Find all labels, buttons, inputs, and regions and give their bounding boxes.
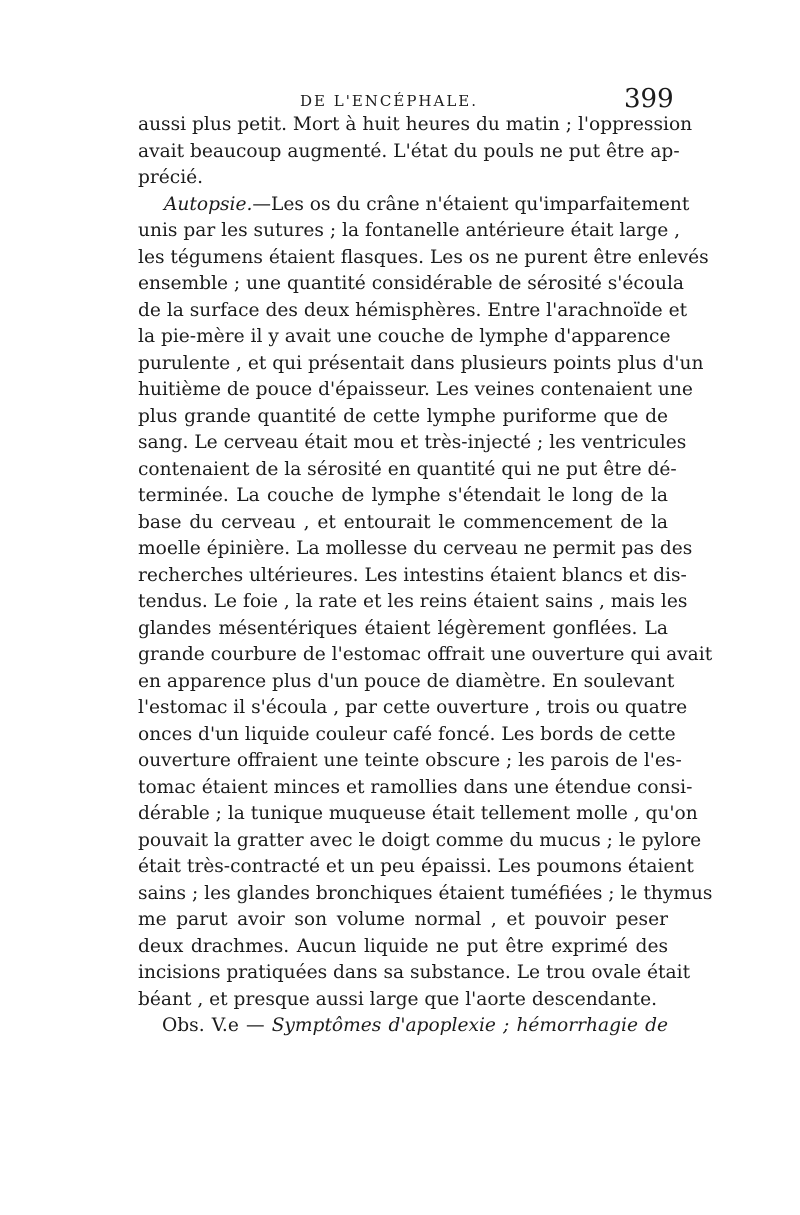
text-line: grande courbure de l'estomac offrait une ouverture qui avait [138, 644, 713, 665]
text-line: moelle épinière. La mollesse du cerveau ne permit pas des [138, 538, 693, 559]
text-line: de la surface des deux hémisphères. Entre l'arachnoïde et [138, 299, 688, 321]
text-line: précié. [138, 167, 204, 188]
body-text [138, 112, 713, 1040]
text-line: l'estomac il s'écoula , par cette ouverture , trois ou quatre [138, 697, 688, 718]
text-line: aussi plus petit. Mort à huit heures du matin ; l'oppression [138, 114, 693, 135]
running-head: DE L'ENCÉPHALE. [300, 92, 479, 110]
text-line: recherches ultérieures. Les intestins étaient blancs et dis- [138, 564, 687, 586]
observation-heading [138, 1013, 668, 1040]
text-line: en apparence plus d'un pouce de diamètre. En soulevant [138, 670, 675, 692]
text-line: deux drachmes. Aucun liquide ne put être exprimé des [138, 935, 668, 957]
text-line: sains ; les glandes bronchiques étaient tuméfiées ; le thymus [138, 882, 713, 904]
text-line: incisions pratiquées dans sa substance. Le trou ovale était [138, 962, 691, 983]
autopsie-paragraph-start [138, 192, 690, 219]
autopsie-label: Autopsie. [164, 193, 253, 215]
text-line: me parut avoir son volume normal , et pouvoir peser [138, 909, 668, 930]
text-line: ensemble ; une quantité considérable de sérosité s'écoula [138, 273, 685, 294]
text-line: contenaient de la sérosité en quantité qui ne put être dé- [138, 458, 677, 480]
obs-label: Obs. V.e — [162, 1015, 265, 1036]
text-line: pouvait la gratter avec le doigt comme du mucus ; le pylore [138, 829, 702, 851]
text-line: sang. Le cerveau était mou et très-injecté ; les ventricules [138, 432, 687, 453]
text-line: huitième de pouce d'épaisseur. Les veines contenaient une [138, 379, 693, 400]
text-line: les tégumens étaient flasques. Les os ne purent être enlevés [138, 246, 709, 268]
text-line: base du cerveau , et entourait le commencement de la [138, 511, 668, 533]
text-line: dérable ; la tunique muqueuse était tellement molle , qu'on [138, 803, 698, 824]
text-line: tendus. Le foie , la rate et les reins étaient sains , mais les [138, 591, 688, 612]
text-line: terminée. La couche de lymphe s'étendait le long de la [138, 485, 668, 506]
text-line: glandes mésentériques étaient légèrement gonflées. La [138, 617, 668, 639]
text-line: —Les os du crâne n'étaient qu'imparfaitement [252, 193, 690, 215]
text-line: plus grande quantité de cette lymphe puriforme que de [138, 405, 668, 427]
text-line: unis par les sutures ; la fontanelle antérieure était large , [138, 220, 681, 241]
text-line: avait beaucoup augmenté. L'état du pouls ne put être ap- [138, 140, 680, 162]
text-line: était très-contracté et un peu épaissi. Les poumons étaient [138, 856, 694, 877]
text-line: ouverture offraient une teinte obscure ; les parois de l'es- [138, 750, 682, 771]
text-line: béant , et presque aussi large que l'aorte descendante. [138, 988, 658, 1010]
text-line: onces d'un liquide couleur café foncé. Les bords de cette [138, 723, 676, 745]
page-number: 399 [624, 84, 674, 114]
text-line: la pie-mère il y avait une couche de lymphe d'apparence [138, 326, 671, 347]
text-line: purulente , et qui présentait dans plusieurs points plus d'un [138, 352, 704, 374]
obs-title: Symptômes d'apoplexie ; hémorrhagie de [271, 1015, 668, 1036]
text-line: tomac étaient minces et ramollies dans une étendue consi- [138, 776, 693, 798]
